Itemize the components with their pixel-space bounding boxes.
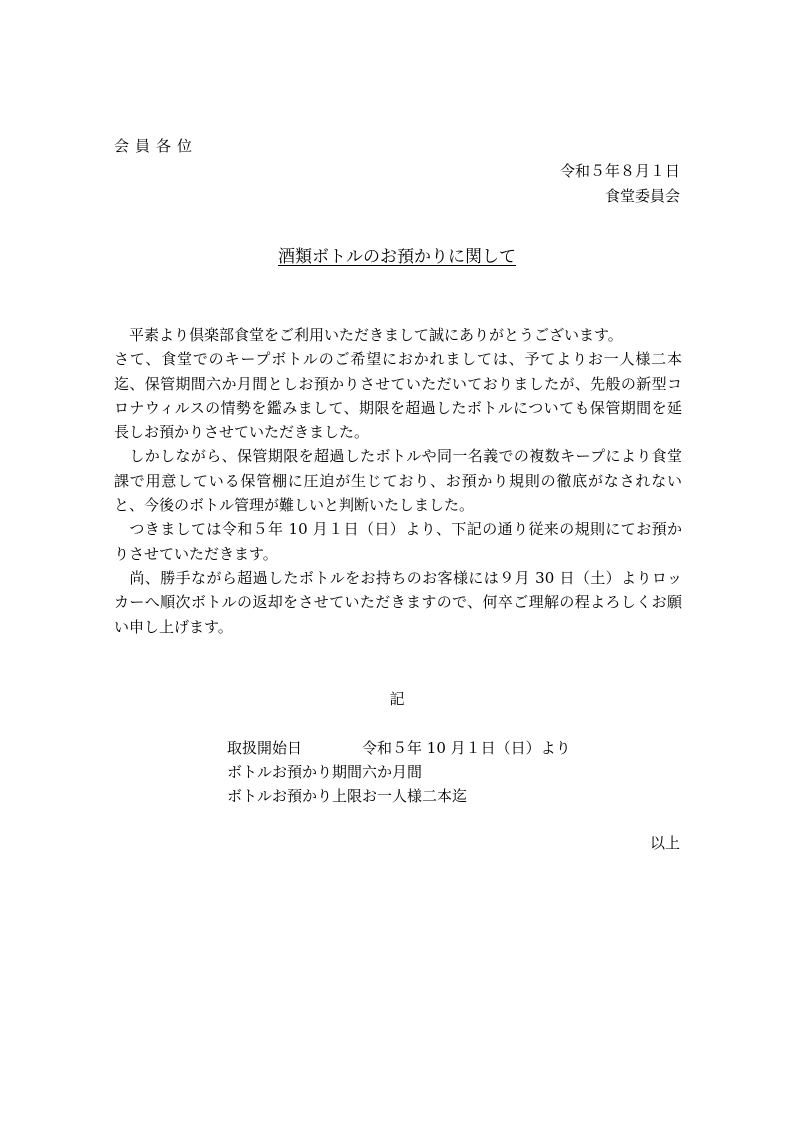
detail-value: お一人様二本迄 bbox=[362, 787, 468, 805]
closing-mark: 以上 bbox=[649, 834, 680, 852]
paragraph-new-rule: つきましては令和５年 10 月１日（日）より、下記の通り従来の規則にてお預かりさせていただきます。 bbox=[114, 520, 682, 563]
detail-value: 六か月間 bbox=[362, 763, 423, 781]
addressee: 会員各位 bbox=[114, 137, 199, 155]
detail-row bbox=[227, 736, 571, 760]
paragraph-return-notice: 尚、勝手ながら超過したボトルをお持ちのお客様には９月 30 日（土）よりロッカーへ順次ボトルの返却をさせていただきますので、何卒ご理解の程よろしくお願い申し上げます。 bbox=[114, 568, 682, 636]
paragraph-greeting: 平素より倶楽部食堂をご利用いただきまして誠にありがとうございます。 さて、食堂でのキープボトルのご希望におかれましては、予てよりお一人様二本迄、保管期間六か月間としお預かりさせていただいておりましたが、先般の新型コロナウィルスの情勢を鑑みまして、期限を超過したボトルについても保管期間を延長しお預かりさせていただきました。 bbox=[114, 326, 682, 442]
detail-row bbox=[227, 784, 571, 808]
details-table bbox=[227, 736, 571, 808]
body-text bbox=[114, 323, 682, 639]
detail-row bbox=[227, 760, 571, 784]
detail-label: ボトルお預かり期間 bbox=[227, 763, 363, 781]
detail-value: 令和５年 10 月１日（日）より bbox=[362, 739, 571, 757]
document-title-text: 酒類ボトルのお預かりに関して bbox=[278, 247, 516, 267]
detail-label: ボトルお預かり上限 bbox=[227, 787, 363, 805]
ki-heading: 記 bbox=[389, 690, 405, 708]
document-title bbox=[0, 242, 794, 267]
paragraph-reason: しかしながら、保管期限を超過したボトルや同一名義での複数キープにより食堂課で用意している保管棚に圧迫が生じており、お預かり規則の徹底がなされないと、今後のボトル管理が難しいと判断いたしました。 bbox=[114, 447, 682, 515]
detail-label: 取扱開始日 bbox=[227, 739, 303, 757]
issue-date: 令和５年８月１日 bbox=[559, 162, 680, 180]
sender-name: 食堂委員会 bbox=[604, 187, 680, 205]
